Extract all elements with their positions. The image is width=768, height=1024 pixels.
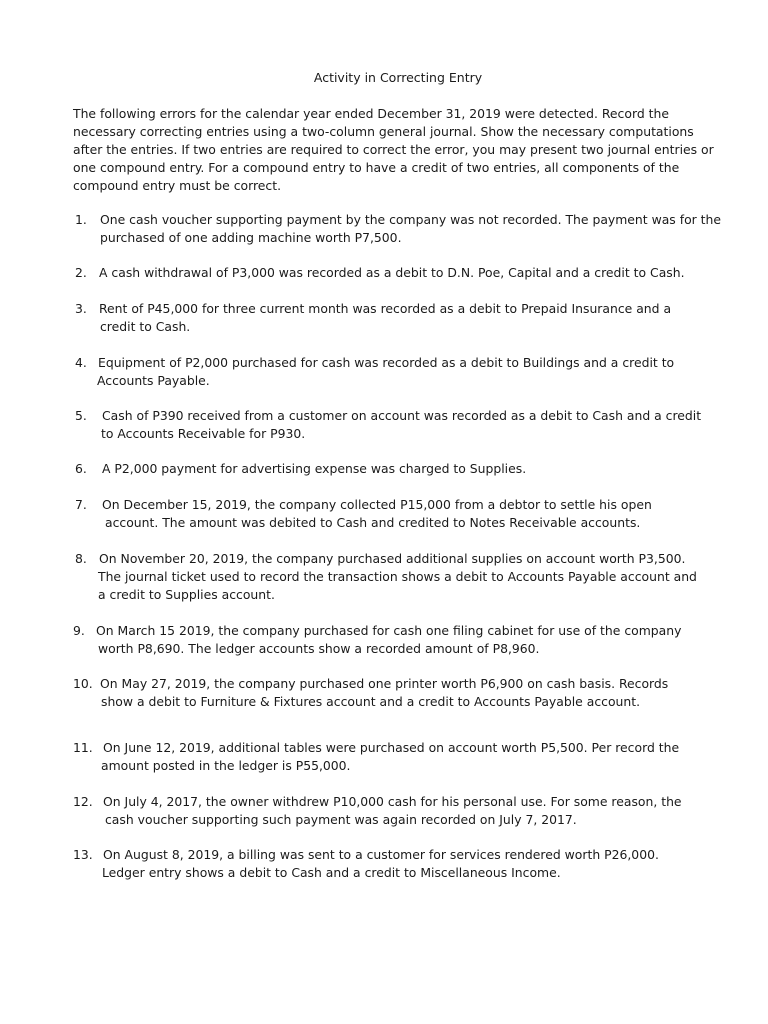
intro-line: after the entries. If two entries are required to correct the error, you may present two journal entries or — [73, 142, 714, 157]
document-title: Activity in Correcting Entry — [313, 70, 483, 85]
list-item — [75, 407, 702, 443]
item-line: On December 15, 2019, the company collected P15,000 from a debtor to settle his open — [102, 497, 652, 512]
list-item — [75, 300, 672, 336]
intro-line: necessary correcting entries using a two-column general journal. Show the necessary computations — [73, 124, 694, 139]
item-number: 3. — [75, 301, 87, 316]
list-item — [73, 846, 659, 882]
item-line: a credit to Supplies account. — [98, 587, 275, 602]
list-item — [75, 460, 527, 478]
item-line: On March 15 2019, the company purchased for cash one filing cabinet for use of the company — [96, 623, 682, 638]
item-number: 6. — [75, 461, 87, 476]
list-item — [73, 675, 669, 711]
item-line: On July 4, 2017, the owner withdrew P10,000 cash for his personal use. For some reason, the — [103, 794, 682, 809]
item-line: Rent of P45,000 for three current month was recorded as a debit to Prepaid Insurance and a — [99, 301, 672, 316]
list-item — [75, 496, 652, 532]
list-item — [73, 622, 682, 658]
item-line: account. The amount was debited to Cash and credited to Notes Receivable accounts. — [105, 515, 641, 530]
item-line: One cash voucher supporting payment by the company was not recorded. The payment was for the — [100, 212, 722, 227]
item-line: The journal ticket used to record the transaction shows a debit to Accounts Payable account and — [98, 569, 697, 584]
intro-paragraph — [73, 105, 733, 195]
item-line: Ledger entry shows a debit to Cash and a credit to Miscellaneous Income. — [102, 865, 561, 880]
item-number: 7. — [75, 497, 87, 512]
item-number: 4. — [75, 355, 87, 370]
item-line: amount posted in the ledger is P55,000. — [101, 758, 351, 773]
intro-line: The following errors for the calendar year ended December 31, 2019 were detected. Record the — [73, 106, 669, 121]
item-line: On May 27, 2019, the company purchased one printer worth P6,900 on cash basis. Records — [100, 676, 669, 691]
list-item — [75, 354, 675, 390]
intro-line: one compound entry. For a compound entry to have a credit of two entries, all components of the — [73, 160, 680, 175]
item-line: Accounts Payable. — [97, 373, 210, 388]
item-line: cash voucher supporting such payment was again recorded on July 7, 2017. — [105, 812, 577, 827]
intro-line: compound entry must be correct. — [73, 178, 282, 193]
item-line: On August 8, 2019, a billing was sent to a customer for services rendered worth P26,000. — [103, 847, 659, 862]
item-line: credit to Cash. — [100, 319, 191, 334]
item-line: purchased of one adding machine worth P7,500. — [100, 230, 402, 245]
item-number: 13. — [73, 847, 93, 862]
list-item — [73, 739, 680, 775]
item-line: show a debit to Furniture & Fixtures account and a credit to Accounts Payable account. — [101, 694, 641, 709]
list-item — [75, 550, 697, 604]
item-line: On November 20, 2019, the company purchased additional supplies on account worth P3,500. — [99, 551, 686, 566]
list-item — [73, 793, 682, 829]
item-number: 10. — [73, 676, 93, 691]
list-item — [75, 264, 685, 282]
item-number: 5. — [75, 408, 87, 423]
item-number: 2. — [75, 265, 87, 280]
item-line: A P2,000 payment for advertising expense was charged to Supplies. — [102, 461, 527, 476]
item-line: Equipment of P2,000 purchased for cash was recorded as a debit to Buildings and a credit to — [98, 355, 675, 370]
item-line: Cash of P390 received from a customer on account was recorded as a debit to Cash and a credit — [102, 408, 702, 423]
item-line: worth P8,690. The ledger accounts show a recorded amount of P8,960. — [98, 641, 540, 656]
list-item — [75, 211, 722, 247]
item-line: A cash withdrawal of P3,000 was recorded as a debit to D.N. Poe, Capital and a credit to Cash. — [99, 265, 685, 280]
item-line: to Accounts Receivable for P930. — [101, 426, 306, 441]
item-number: 11. — [73, 740, 93, 755]
item-number: 9. — [73, 623, 85, 638]
item-number: 1. — [75, 212, 87, 227]
item-number: 8. — [75, 551, 87, 566]
item-line: On June 12, 2019, additional tables were purchased on account worth P5,500. Per record the — [103, 740, 680, 755]
item-number: 12. — [73, 794, 93, 809]
